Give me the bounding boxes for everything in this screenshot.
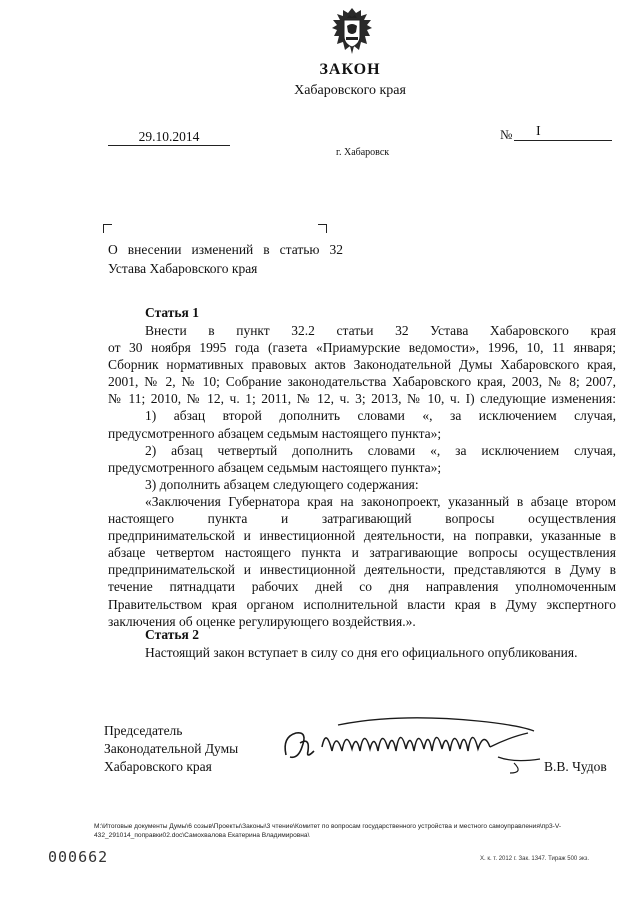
signatory-position xyxy=(104,722,238,776)
article-1-line: предусмотренного абзацем седьмым настоящего пункта»; xyxy=(108,425,442,441)
article-1-line: Правительством края органом исполнительной власти края в Думу экспертного xyxy=(108,596,616,612)
article-1-line: от 30 ноября 1995 года (газета «Приамурские ведомости», 1996, 10, 11 января; xyxy=(108,340,616,356)
document-city: г. Хабаровск xyxy=(336,147,390,158)
file-path xyxy=(94,822,624,840)
article-1-heading: Статья 1 xyxy=(145,305,199,320)
article-2-text: Настоящий закон вступает в силу со дня его официального опубликования. xyxy=(145,645,578,660)
article-1-line: 1) абзац второй дополнить словами «, за исключением случая, xyxy=(145,408,616,424)
signatory-name: В.В. Чудов xyxy=(544,759,607,774)
document-number: I xyxy=(514,123,612,141)
position-line: Хабаровского края xyxy=(104,759,212,774)
position-line: Законодательной Думы xyxy=(104,741,239,756)
file-path-line: 432_291014_поправки02.doc\Самохвалова Екатерина Владимировна\ xyxy=(94,832,310,839)
article-1-line: 2001, № 2, № 10; Собрание законодательства Хабаровского края, 2003, № 8; 2007, xyxy=(108,374,616,390)
article-1-line: Сборник нормативных правовых актов Законодательной Думы Хабаровского края, xyxy=(108,357,616,373)
document-subtitle: Хабаровского края xyxy=(294,83,406,98)
article-1-line: предпринимательской и инвестиционной деятельности, на поправки, указанные в xyxy=(108,528,616,544)
article-1-line: настоящего пункта и затрагивающий вопросы осуществления xyxy=(108,511,616,527)
article-1-line: Внести в пункт 32.2 статьи 32 Устава Хабаровского края xyxy=(145,323,616,338)
file-path-line: M:\Итоговые документы Думы\6 созыв\Проекты\Законы\3 чтение\Комитет по вопросам государственного устройства и местного самоуправления\пр3-V- xyxy=(94,823,562,830)
document-title: ЗАКОН xyxy=(319,61,381,78)
subject-line-1: О внесении изменений в статью 32 xyxy=(108,242,343,257)
number-label: № xyxy=(500,127,513,142)
article-1-line: предпринимательской и инвестиционной деятельности, представляются в Думу в xyxy=(108,562,616,578)
position-line: Председатель xyxy=(104,723,183,738)
subject-line-2: Устава Хабаровского края xyxy=(108,261,258,276)
article-1-line: № 11; 2010, № 12, ч. 1; 2011, № 12, ч. 3; 2013, № 10, ч. I) следующие изменения: xyxy=(108,391,616,407)
article-2-heading: Статья 2 xyxy=(145,627,199,642)
article-1-line: течение пятнадцати рабочих дней со дня направления уполномоченным xyxy=(108,579,616,595)
registration-number: 000662 xyxy=(48,848,109,866)
subject-bracket-left xyxy=(103,224,112,233)
article-1-line: заключения об оценке регулирующего воздействия.». xyxy=(108,613,416,629)
coat-of-arms-icon xyxy=(327,6,377,58)
article-1-line: предусмотренного абзацем седьмым настоящего пункта»; xyxy=(108,459,442,475)
article-1-line: 2) абзац четвертый дополнить словами «, за исключением случая, xyxy=(145,442,616,458)
article-1-line: «Заключения Губернатора края на законопроект, указанный в абзаце втором xyxy=(145,493,616,509)
print-info: Х. к. т. 2012 г. Зак. 1347. Тираж 500 экз. xyxy=(480,856,590,862)
article-1-line: 3) дополнить абзацем следующего содержания: xyxy=(145,476,419,492)
handwritten-signature xyxy=(278,707,558,777)
article-1-body xyxy=(108,322,616,630)
subject-bracket-right xyxy=(318,224,327,233)
article-1-line: абзаце четвертом настоящего пункта и затрагивающие вопросы осуществления xyxy=(108,545,616,561)
document-date: 29.10.2014 xyxy=(108,129,230,146)
document-subject xyxy=(108,240,343,278)
article-2-body xyxy=(108,644,616,661)
